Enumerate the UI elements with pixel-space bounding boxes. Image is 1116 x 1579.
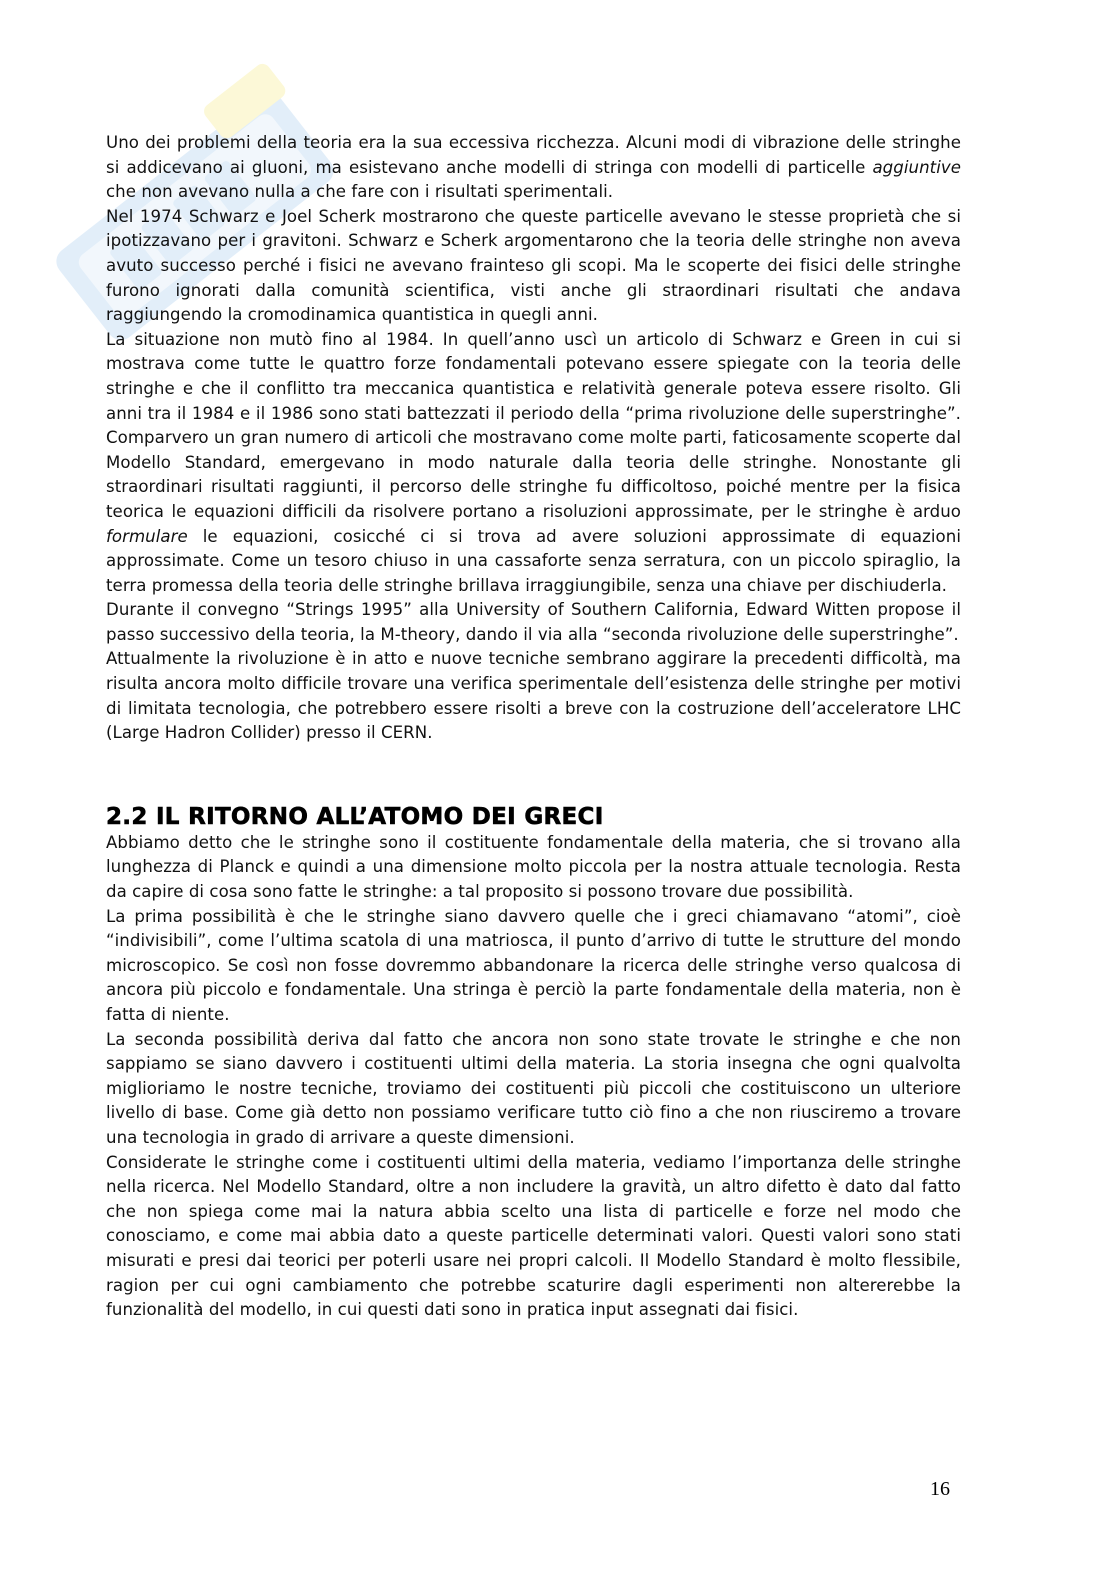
- paragraph-standard-model: Considerate le stringhe come i costituenti ultimi della materia, vediamo l’importanza delle stringhe nella ricerca. Nel Modello Standard, oltre a non includere la gravità, un altro difetto è dato dal fatto che non spiega come mai la natura abbia scelto una lista di particelle e forze nel modo che conosciamo, e come mai abbia dato a queste particelle determinati valori. Questi valori sono stati misurati e presi dai teorici per poterli usare nei propri calcoli. Il Modello Standard è molto flessibile, ragion per cui ogni cambiamento che potrebbe scaturire dagli esperimenti non altererebbe la funzionalità del modello, in cui questi dati sono in pratica input assegnati dai fisici.: [106, 1152, 961, 1320]
- paragraph-current-revolution: Attualmente la rivoluzione è in atto e nuove tecniche sembrano aggirare la precedenti difficoltà, ma risulta ancora molto difficile trovare una verifica sperimentale dell’esistenza delle stringhe per motivi di limitata tecnologia, che potrebbero essere risolti a breve con la costruzione dell’acceleratore LHC (Large Hadron Collider) presso il CERN.: [106, 649, 961, 743]
- paragraph-fundamental-constituent: Abbiamo detto che le stringhe sono il costituente fondamentale della materia, che si trovano alla lunghezza di Planck e quindi a una dimensione molto piccola per la nostra attuale tecnologia. Resta da capire di cosa sono fatte le stringhe: a tal proposito si possono trovare due possibilità.: [106, 832, 961, 902]
- paragraph-second-possibility: La seconda possibilità deriva dal fatto che ancora non sono state trovate le stringhe e che non sappiamo se siano davvero i costituenti ultimi della materia. La storia insegna che ogni qualvolta miglioriamo le nostre tecniche, troviamo dei costituenti più piccoli che costituiscono un ulteriore livello di base. Come già detto non possiamo verificare tutto ciò fino a che non riusciremo a trovare una tecnologia in grado di arrivare a queste dimensioni.: [106, 1029, 961, 1147]
- emphasis-aggiuntive: aggiuntive: [872, 157, 961, 177]
- section-spacer: [106, 746, 961, 803]
- paragraph-strings-1995: Durante il convegno “Strings 1995” alla University of Southern California, Edward Witten propose il passo successivo della teoria, la M-theory, dando il via alla “seconda rivoluzione delle superstringhe”.: [106, 600, 961, 644]
- emphasis-formulare: formulare: [106, 526, 188, 546]
- paragraph-first-possibility: La prima possibilità è che le stringhe siano davvero quelle che i greci chiamavano “atomi”, cioè “indivisibili”, come l’ultima scatola di una matriosca, il punto d’arrivo di tutte le strutture del mondo microscopico. Se così non fosse dovremmo abbandonare la ricerca delle stringhe verso qualcosa di ancora più piccolo e fondamentale. Una stringa è perciò la parte fondamentale della materia, non è fatta di niente.: [106, 906, 961, 1024]
- paragraph-theory-richness: Uno dei problemi della teoria era la sua eccessiva ricchezza. Alcuni modi di vibrazione delle stringhe si addicevano ai gluoni, ma esistevano anche modelli di stringa con modelli di particelle aggiuntive che non avevano nulla a che fare con i risultati sperimentali.: [106, 133, 961, 202]
- page-number: 16: [930, 1478, 950, 1500]
- paragraph-first-revolution: La situazione non mutò fino al 1984. In quell’anno uscì un articolo di Schwarz e Green in cui si mostrava come tutte le quattro forze fondamentali potevano essere spiegate con la teoria delle stringhe e che il conflitto tra meccanica quantistica e relatività generale poteva essere risolto. Gli anni tra il 1984 e il 1986 sono stati battezzati il periodo della “prima rivoluzione delle superstringhe”. Comparvero un gran numero di articoli che mostravano come molte parti, faticosamente scoperte dal Modello Standard, emergevano in modo naturale dalla teoria delle stringhe. Nonostante gli straordinari risultati raggiunti, il percorso delle stringhe fu difficoltoso, poiché mentre per la fisica teorica le equazioni difficili da risolvere portano a risoluzioni approssimate, per le stringhe è arduo formulare le equazioni, cosicché ci si trova ad avere soluzioni approssimate di equazioni approssimate. Come un tesoro chiuso in una cassaforte senza serratura, con un piccolo spiraglio, la terra promessa della teoria delle stringhe brillava irraggiungibile, senza una chiave per dischiuderla.: [106, 329, 961, 595]
- section-heading: 2.2 IL RITORNO ALL’ATOMO DEI GRECI: [106, 803, 604, 830]
- document-body: [106, 131, 961, 1323]
- paragraph-schwarz-scherk: Nel 1974 Schwarz e Joel Scherk mostrarono che queste particelle avevano le stesse proprietà che si ipotizzavano per i gravitoni. Schwarz e Scherk argomentarono che la teoria delle stringhe non aveva avuto successo perché i fisici ne avevano frainteso gli scopi. Ma le scoperte dei fisici delle stringhe furono ignorati dalla comunità scientifica, visti anche gli straordinari risultati che andava raggiungendo la cromodinamica quantistica in quegli anni.: [106, 206, 961, 325]
